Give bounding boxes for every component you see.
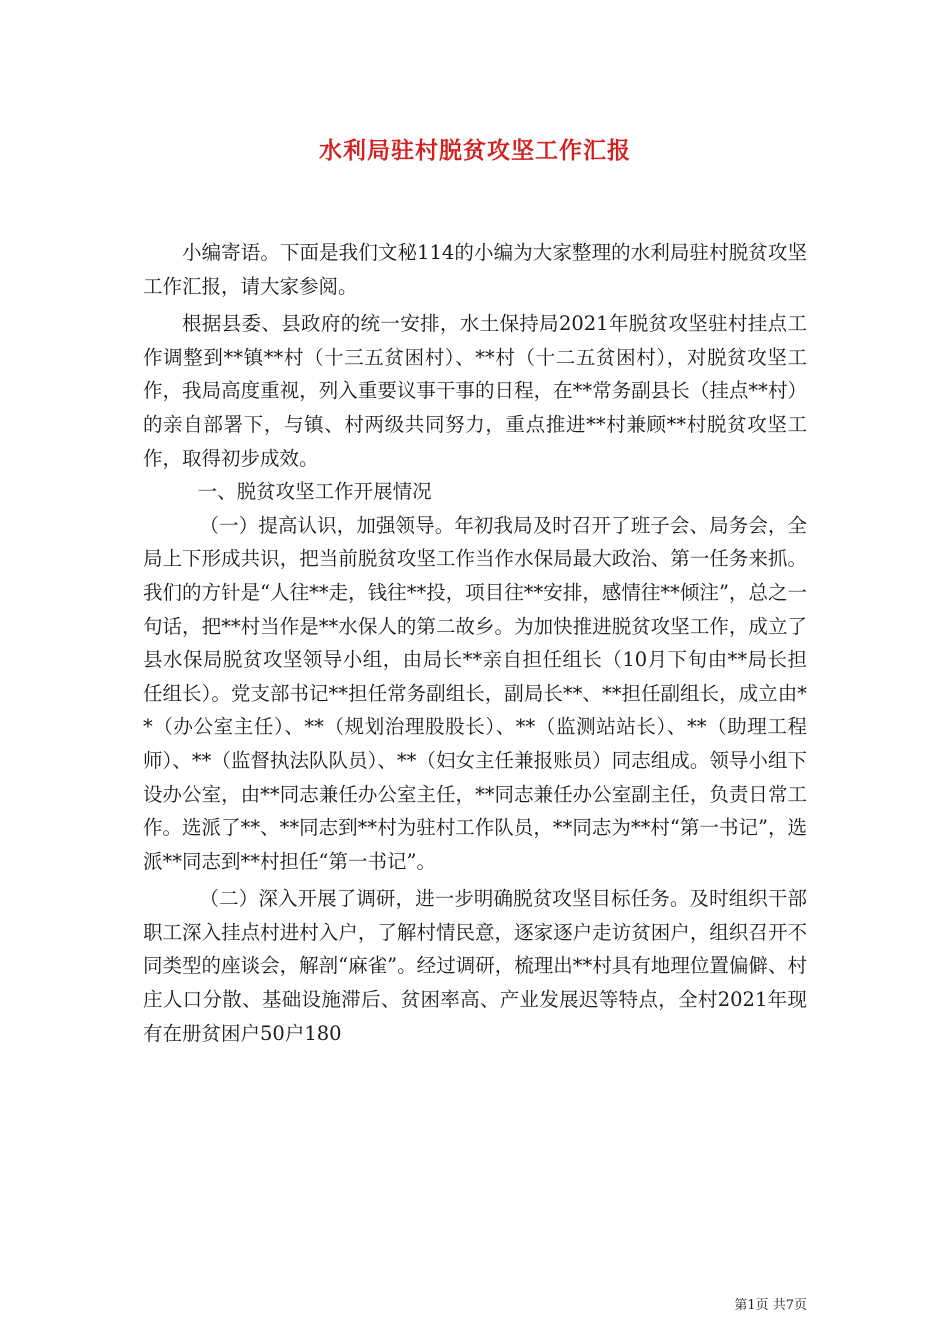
- research-paragraph: （二）深入开展了调研，进一步明确脱贫攻坚目标任务。及时组织干部职工深入挂点村进村入户，了解村情民意，逐家逐户走访贫困户，组织召开不同类型的座谈会，解剖“麻雀”。经过调研，梳理出**村具有地理位置偏僻、村庄人口分散、基础设施滞后、贫困率高、产业发展迟等特点，全村2021年现有在册贫困户50户180: [143, 887, 807, 1045]
- document-title: 水利局驻村脱贫攻坚工作汇报: [319, 137, 631, 164]
- document-body: [143, 236, 807, 1050]
- page-number: 第1页 共7页: [734, 1298, 807, 1313]
- intro-paragraph: 小编寄语。下面是我们文秘114的小编为大家整理的水利局驻村脱贫攻坚工作汇报，请大家参阅。: [143, 241, 807, 298]
- background-paragraph: 根据县委、县政府的统一安排，水土保持局2021年脱贫攻坚驻村挂点工作调整到**镇**村（十三五贫困村）、**村（十二五贫困村），对脱贫攻坚工作，我局高度重视，列入重要议事干事的日程，在**常务副县长（挂点**村）的亲自部署下，与镇、村两级共同努力，重点推进**村兼顾**村脱贫攻坚工作，取得初步成效。: [143, 312, 807, 470]
- section-heading: 一、脱贫攻坚工作开展情况: [197, 480, 432, 504]
- leadership-paragraph: （一）提高认识，加强领导。年初我局及时召开了班子会、局务会，全局上下形成共识，把当前脱贫攻坚工作当作水保局最大政治、第一任务来抓。我们的方针是“人往**走，钱往**投，项目往**安排，感情往**倾注”，总之一句话，把**村当作是**水保人的第二故乡。为加快推进脱贫攻坚工作，成立了县水保局脱贫攻坚领导小组，由局长**亲自担任组长（10月下旬由**局长担任组长）。党支部书记**担任常务副组长，副局长**、**担任副组长，成立由**（办公室主任）、**（规划治理股股长）、**（监测站站长）、**（助理工程师）、**（监督执法队队员）、**（妇女主任兼报账员）同志组成。领导小组下设办公室，由**同志兼任办公室主任，**同志兼任办公室副主任，负责日常工作。选派了**、**同志到**村为驻村工作队员，**同志为**村“第一书记”，选派**同志到**村担任“第一书记”。: [143, 513, 807, 873]
